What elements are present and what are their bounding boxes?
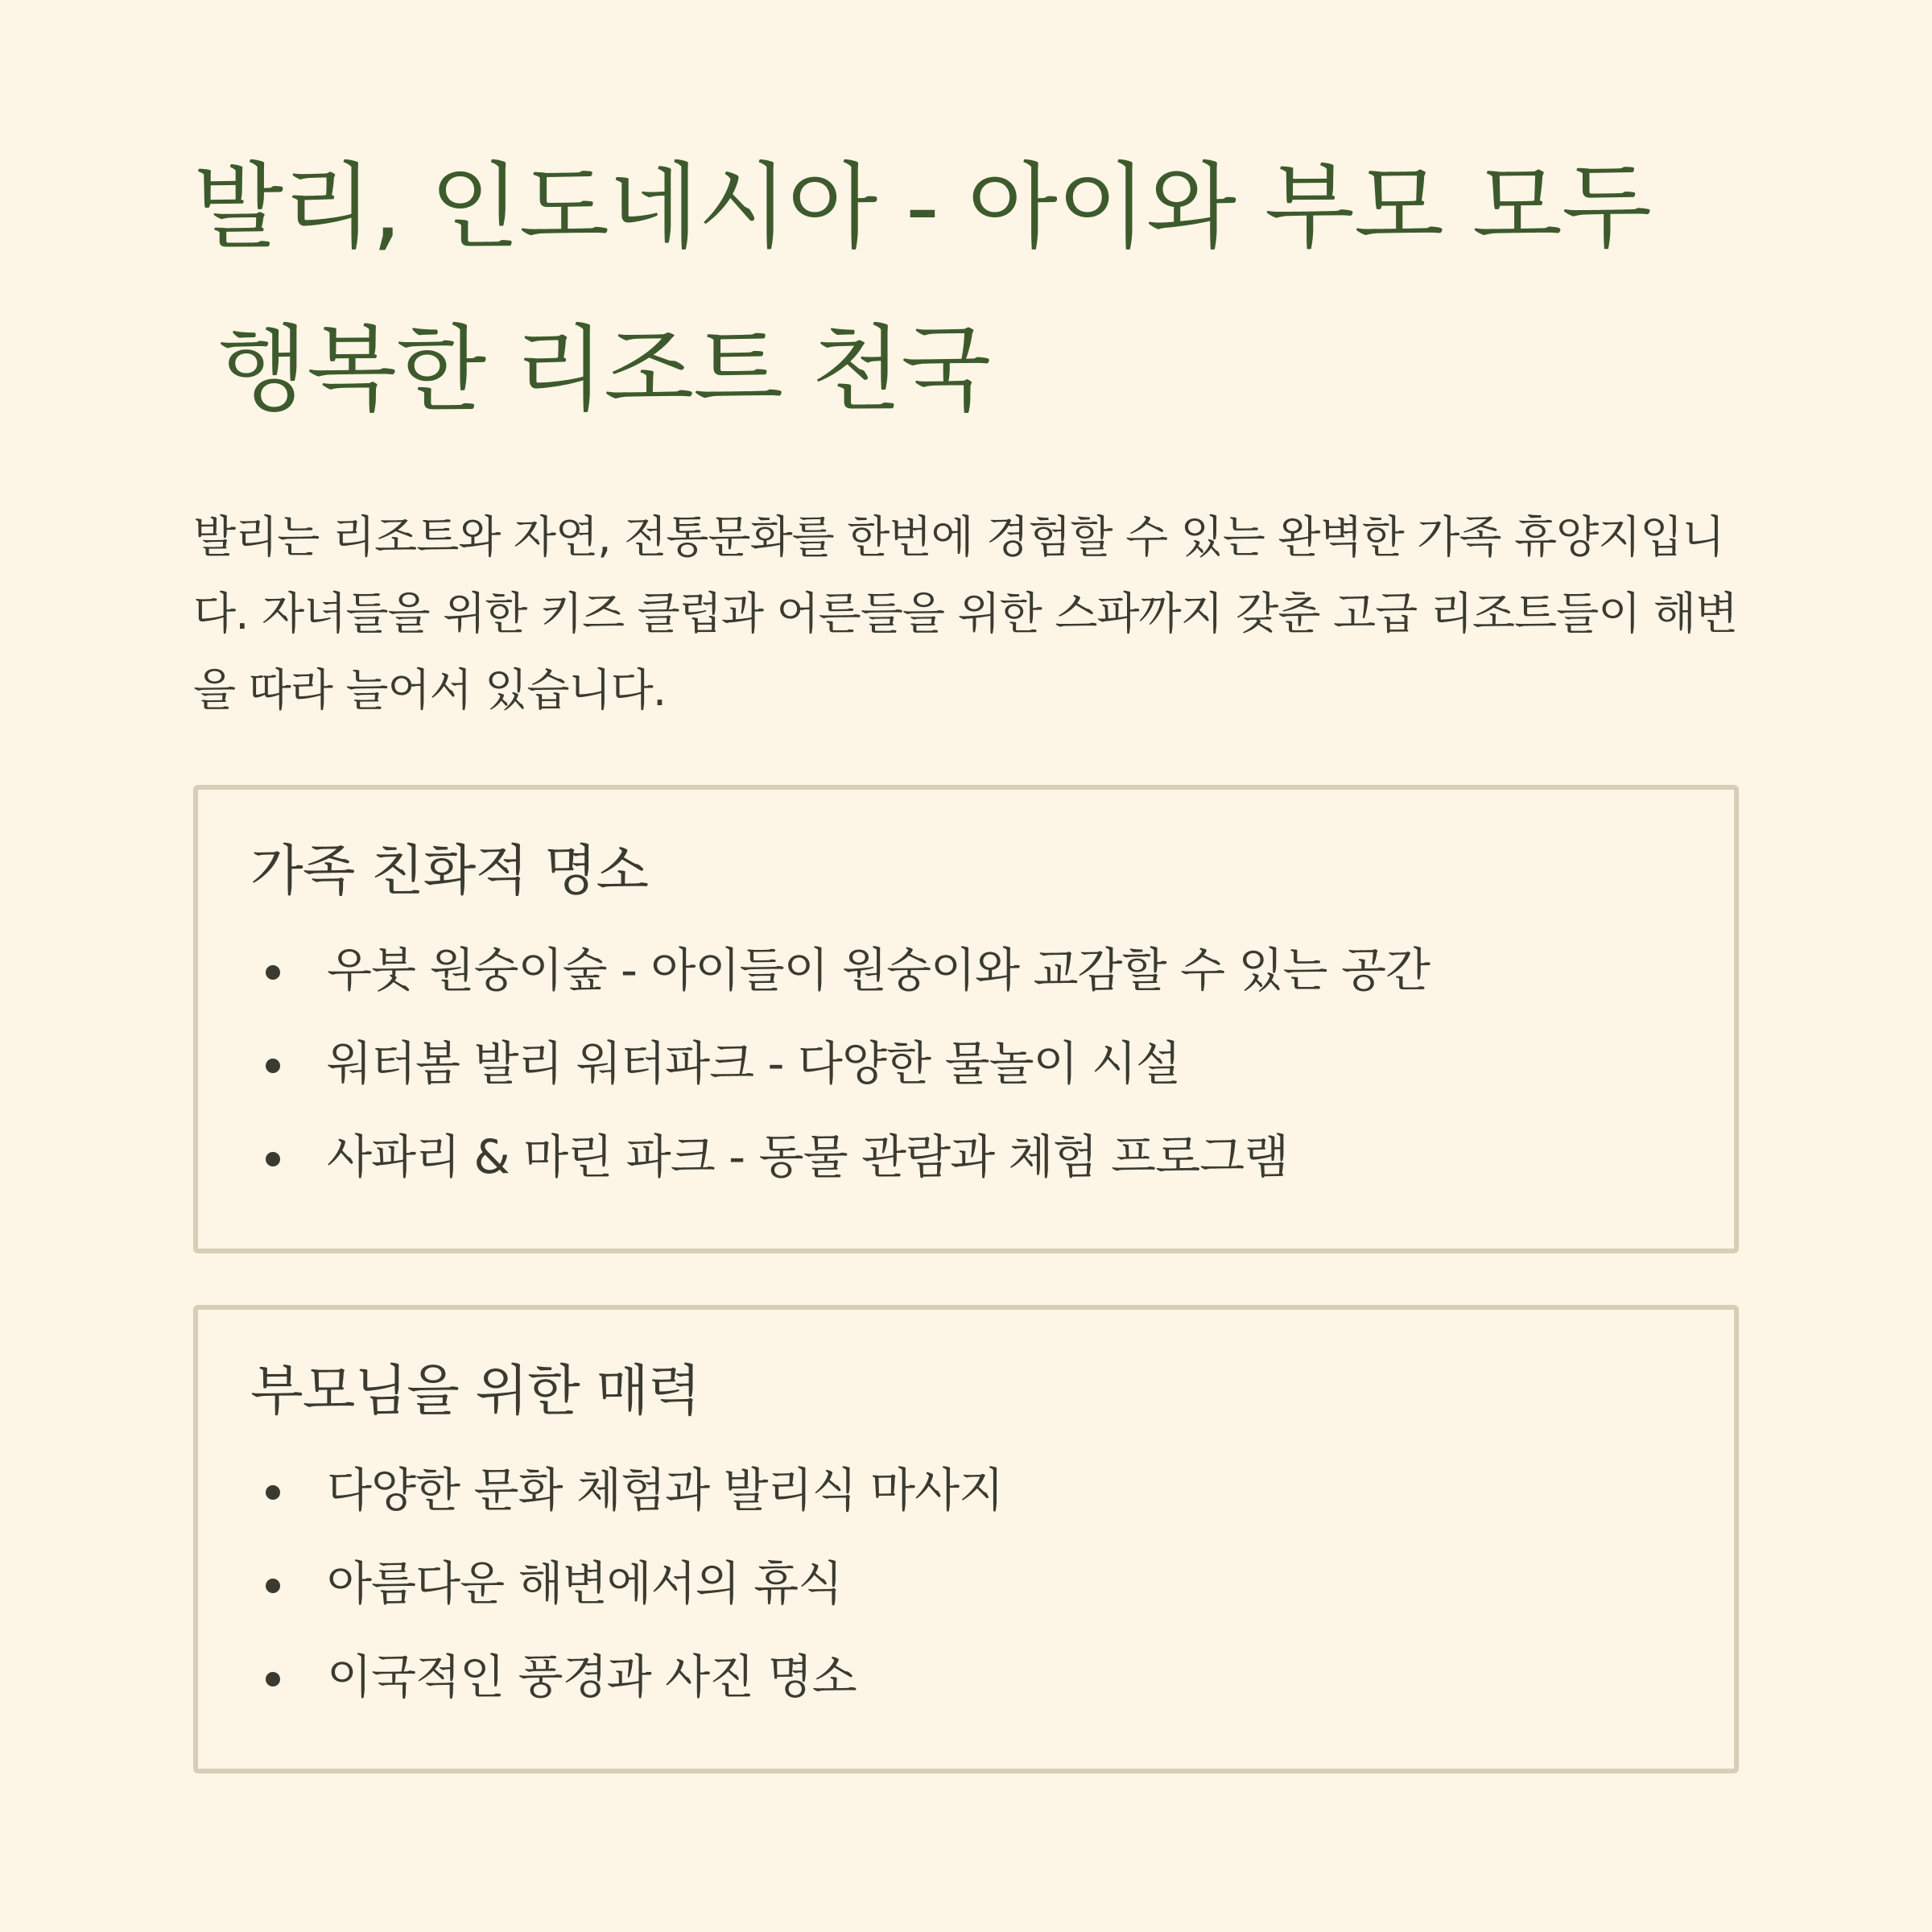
list-item-text: 아름다운 해변에서의 휴식 [327,1556,843,1611]
bullet-icon [266,1672,280,1686]
bullet-icon [266,965,280,980]
bullet-icon [266,1059,280,1073]
list-item-text: 다양한 문화 체험과 발리식 마사지 [327,1463,1004,1517]
parents-appeal-card [193,1305,1739,1773]
intro-paragraph: 발리는 리조트와 자연, 전통문화를 한번에 경험할 수 있는 완벽한 가족 휴양지입니다. 자녀들을 위한 키즈 클럽과 어른들을 위한 스파까지 갖춘 고급 리조트들이 해변을 따라 늘어서 있습니다. [193,511,1738,716]
page-title-line-2: 행복한 리조트 천국 [217,316,991,424]
parents-appeal-heading: 부모님을 위한 매력 [250,1360,700,1423]
bullet-icon [266,1579,280,1593]
list-item-text: 사파리 & 마린 파크 - 동물 관람과 체험 프로그램 [327,1129,1289,1184]
list-item-text: 워터봄 발리 워터파크 - 다양한 물놀이 시설 [327,1036,1181,1091]
page-title-line-1: 발리, 인도네시아 - 아이와 부모 모두 [193,153,1651,262]
list-item-text: 이국적인 풍경과 사진 명소 [327,1649,857,1704]
bullet-icon [266,1152,280,1166]
family-attractions-heading: 가족 친화적 명소 [250,840,649,903]
family-attractions-card [193,785,1739,1253]
list-item-text: 우붓 원숭이숲 - 아이들이 원숭이와 교감할 수 있는 공간 [327,943,1430,997]
bullet-icon [266,1485,280,1500]
